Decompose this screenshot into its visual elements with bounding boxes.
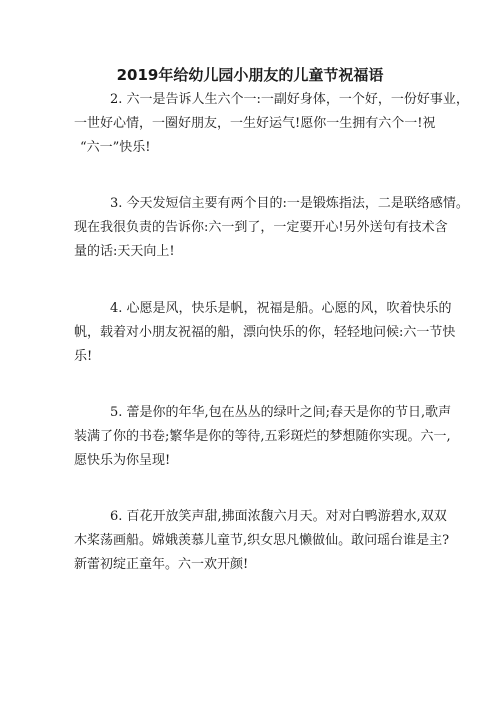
paragraph-line: “六一”快乐! xyxy=(80,140,151,155)
paragraph-2 xyxy=(74,88,469,160)
paragraph-line: 乐! xyxy=(74,349,93,364)
paragraph-line: 木桨荡画船。嫦娥羡慕儿童节,织女思凡懒做仙。敢问瑶台谁是主? xyxy=(74,533,450,548)
paragraph-line: 装满了你的书卷;繁华是你的等待,五彩斑烂的梦想随你实现。六一, xyxy=(74,429,451,444)
paragraph-line: 3. 今天发短信主要有两个目的:一是锻炼指法，二是联络感情。 xyxy=(110,196,469,211)
paragraph-line: 帆，载着对小朋友祝福的船，漂向快乐的你，轻轻地问候:六一节快 xyxy=(74,325,456,340)
paragraph-line: 一世好心情，一圈好朋友，一生好运气!愿你一生拥有六个一!祝 xyxy=(74,116,436,131)
paragraph-line: 新蕾初绽正童年。六一欢开颜! xyxy=(74,557,249,572)
paragraph-line: 5. 蕾是你的年华,包在丛丛的绿叶之间;春天是你的节日,歌声 xyxy=(110,405,452,420)
paragraph-line: 2. 六一是告诉人生六个一:一副好身体，一个好，一份好事业， xyxy=(110,92,469,107)
paragraph-line: 4. 心愿是风，快乐是帆，祝福是船。心愿的风，吹着快乐的 xyxy=(110,301,452,316)
paragraph-line: 6. 百花开放笑声甜,拂面浓馥六月天。对对白鸭游碧水,双双 xyxy=(110,509,447,524)
paragraph-line: 现在我很负责的告诉你:六一到了，一定要开心!另外送句有技术含 xyxy=(74,220,448,235)
paragraph-line: 愿快乐为你呈现! xyxy=(74,453,171,468)
paragraph-3 xyxy=(74,192,469,264)
paragraph-4 xyxy=(74,297,456,369)
document-title: 2019年给幼儿园小朋友的儿童节祝福语 xyxy=(116,66,384,84)
paragraph-line: 量的话:天天向上! xyxy=(74,244,175,259)
paragraph-5 xyxy=(74,401,452,473)
paragraph-6 xyxy=(74,505,450,577)
